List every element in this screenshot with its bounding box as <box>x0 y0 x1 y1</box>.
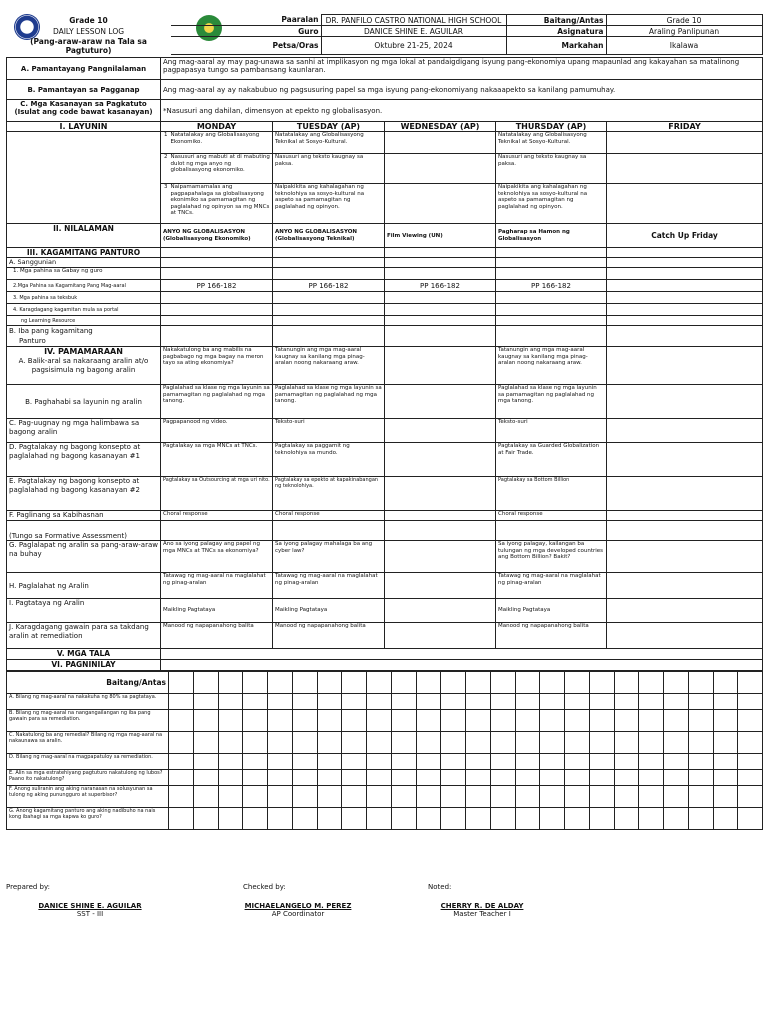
pagninilay-grid <box>6 671 763 830</box>
mon-pp: PP 166-182 <box>161 280 273 292</box>
prepared-by-label: Prepared by: <box>6 883 50 891</box>
pamantayang-pangnilalaman-text: Ang mag-aaral ay may pag-unawa sa sanhi at implikasyon ng mga lokal at pandaigdigang isyung pang-ekonomiya upang mapaunlad ang kakayahan sa matalinong pagpapasya tungo sa pambansang kaunlaran. <box>161 58 763 80</box>
kasanayan-text: *Nasusuri ang dahilan, dimensyon at epekto ng globalisasyon. <box>161 100 763 122</box>
mon-paglinang: Choral response <box>161 511 273 521</box>
thu-pagtalakay-2: Pagtalakay sa Bottom Billion <box>496 477 607 511</box>
pagninilay-d: D. Bilang ng mag-aaral na magpapatuloy sa remediation. <box>7 754 169 770</box>
daily-lesson-log <box>6 14 762 830</box>
noted-name: CHERRY R. DE ALDAY <box>440 902 524 910</box>
tue-layunin-1: Natatalakay ang Globalisasyong Teknikal at Sosyo-Kultural. <box>273 132 385 154</box>
thu-karagdagang-gawain: Manood ng napapanahong balita <box>496 623 607 649</box>
mon-paghahabi: Paglalahad sa klase ng mga layunin sa pamamagitan ng paglalahad ng mga tanong. <box>161 385 273 419</box>
noted-label: Noted: <box>428 883 452 891</box>
thu-layunin-2: Nasusuri ang teksto kaugnay sa paksa. <box>496 154 607 184</box>
balik-aral-label <box>7 347 161 385</box>
kagamitang-pang-mag-aaral-label: 2.Mga Pahina sa Kagamitang Pang Mag-aaral <box>7 280 161 292</box>
mon-paglalapat: Ano sa iyong palagay ang papel ng mga MNCs at TNCs sa ekonomiya? <box>161 541 273 573</box>
tue-pp: PP 166-182 <box>273 280 385 292</box>
thu-pagtalakay-1: Pagtalakay sa Guarded Globalization at Fair Trade. <box>496 443 607 477</box>
pamantayan-pagganap-label: B. Pamantayan sa Pagganap <box>7 80 161 100</box>
layunin-number: 2 <box>161 154 169 184</box>
kagamitan-label: III. KAGAMITANG PANTURO <box>7 248 161 258</box>
mon-pagtalakay-1: Pagtalakay sa mga MNCs at TNCs. <box>161 443 273 477</box>
tue-pag-uugnay: Teksto-suri <box>273 419 385 443</box>
prepared-role: SST - III <box>76 910 104 918</box>
tue-paglinang: Choral response <box>273 511 385 521</box>
prepared-signature <box>20 902 160 918</box>
mon-pagtalakay-2: Pagtalakay sa Outsourcing at mga uri nito. <box>161 477 273 511</box>
mon-pagtataya: Maikling Pagtataya <box>161 599 273 623</box>
iba-pang-kagamitan-text: B. Iba pang kagamitang <box>9 327 93 335</box>
tue-pagtalakay-1: Pagtalakay sa paggamit ng teknolohiya sa mundo. <box>273 443 385 477</box>
pagninilay-label: VI. PAGNINILAY <box>7 660 161 671</box>
thu-paglalahat: Tatawag ng mag-aaral na maglalahat ng pinag-aralan <box>496 573 607 599</box>
thursday-heading: THURSDAY (AP) <box>496 122 607 132</box>
noted-role: Master Teacher I <box>453 910 511 918</box>
thu-nilalaman: Pagharap sa Hamon ng Globalisasyon <box>496 224 607 248</box>
baitang-label: Baitang/Antas <box>506 15 606 26</box>
noted-signature <box>412 902 552 918</box>
grade-title: Grade 10 <box>69 15 108 25</box>
tue-layunin-3: Naipakikita ang kahalagahan ng teknolohiya sa sosyo-kultural na aspeto sa pamamagitan ng paglalahad ng opinyon. <box>273 184 385 224</box>
balik-aral-text: A. Balik-aral sa nakaraang aralin at/o pagsisimula ng bagong aralin <box>18 357 149 374</box>
mon-karagdagang-gawain: Manood ng napapanahong balita <box>161 623 273 649</box>
mga-tala-label: V. MGA TALA <box>7 649 161 660</box>
mon-layunin-1: Natatalakay ang Globalisasyong Ekonomiko. <box>169 132 273 154</box>
pagninilay-a: A. Bilang ng mag-aaral na nakakuha ng 80% sa pagtataya. <box>7 694 169 710</box>
guro-label: Guro <box>171 26 321 37</box>
thu-balik-aral: Tatanungin ang mga mag-aaral kaugnay sa kanilang mga pinag-aralan noong nakaraang araw. <box>496 347 607 385</box>
prepared-name: DANICE SHINE E. AGUILAR <box>38 902 142 910</box>
wed-nilalaman: Film Viewing (UN) <box>385 224 496 248</box>
learning-resource-label: ng Learning Resource <box>7 316 161 326</box>
log-subtitle: (Pang-araw-araw na Tala sa Pagtuturo) <box>30 36 147 55</box>
pagninilay-g: G. Anong kagamitang panturo ang aking nadibuho na nais kong ibahagi sa mga kapwa ko guro? <box>7 808 169 830</box>
asignatura-label: Asignatura <box>506 26 606 37</box>
pamantayang-pangnilalaman-label: A. Pamantayang Pangnilalaman <box>7 58 161 80</box>
paghahabi-label: B. Paghahabi sa layunin ng aralin <box>7 385 161 419</box>
petsa-label: Petsa/Oras <box>171 37 321 55</box>
pamantayan-pagganap-text: Ang mag-aaral ay ay nakabubuo ng pagsusuring papel sa mga isyung pang-ekonomiyang nakaaapekto sa kanilang pamumuhay. <box>161 80 763 100</box>
mon-paglalahat: Tatawag ng mag-aaral na maglalahat ng pinag-aralan <box>161 573 273 599</box>
formative-assessment-label: (Tungo sa Formative Assessment) <box>7 521 161 541</box>
asignatura-value: Araling Panlipunan <box>606 26 762 37</box>
iba-pang-kagamitan-label <box>7 326 161 347</box>
thu-pp: PP 166-182 <box>496 280 607 292</box>
pagninilay-f: F. Anong suliranin ang aking naranasan na solusyunan sa tulong ng aking punungguro at superbisor? <box>7 786 169 808</box>
mon-layunin-2: Nasusuri ang mabuti at di mabuting dulot ng mga anyo ng globalisasyong ekonomiko. <box>169 154 273 184</box>
tue-paglalahat: Tatawag ng mag-aaral na maglalahat ng pinag-aralan <box>273 573 385 599</box>
friday-heading: FRIDAY <box>607 122 763 132</box>
panturo-text: Panturo <box>19 337 46 345</box>
tue-paghahabi: Paglalahad sa klase ng mga layunin sa pamamagitan ng paglalahad ng mga tanong. <box>273 385 385 419</box>
thu-layunin-1: Natatalakay ang Globalisasyong Teknikal at Sosyo-Kultural. <box>496 132 607 154</box>
thu-layunin-3: Naipakikita ang kahalagahan ng teknolohiya sa sosyo-kultural na aspeto sa pamamagitan ng paglalahad ng opinyon. <box>496 184 607 224</box>
mon-nilalaman: ANYO NG GLOBALISASYON (Globalisasyong Ekonomiko) <box>161 224 273 248</box>
pamamaraan-heading: IV. PAMAMARAAN <box>44 347 123 356</box>
fri-nilalaman: Catch Up Friday <box>607 224 763 248</box>
baitang-antas-label: Baitang/Antas <box>7 672 169 694</box>
layunin-heading: I. LAYUNIN <box>7 122 161 132</box>
mon-pag-uugnay: Pagpapanood ng video. <box>161 419 273 443</box>
lesson-table <box>6 57 763 671</box>
tuesday-heading: TUESDAY (AP) <box>273 122 385 132</box>
paaralan-value: DR. PANFILO CASTRO NATIONAL HIGH SCHOOL <box>321 15 506 26</box>
paglalapat-label: G. Paglalapat ng aralin sa pang-araw-araw na buhay <box>7 541 161 573</box>
layunin-number: 1 <box>161 132 169 154</box>
mon-layunin-3: Naipamamamalas ang pagpapahalaga sa globalisasyong ekonimiko sa pamamagitan ng paglalahad ng opinyon sa mg MNCs at TNCs. <box>169 184 273 224</box>
header-table <box>6 14 763 55</box>
thu-pagtataya: Maikling Pagtataya <box>496 599 607 623</box>
tue-nilalaman: ANYO NG GLOBALISASYON (Globalisasyong Teknikal) <box>273 224 385 248</box>
thu-paghahabi: Paglalahad sa klase ng mga layunin sa pamamagitan ng paglalahad ng mga tanong. <box>496 385 607 419</box>
baitang-value: Grade 10 <box>606 15 762 26</box>
pag-uugnay-label: C. Pag-uugnay ng mga halimbawa sa bagong aralin <box>7 419 161 443</box>
thu-paglalapat: Sa iyong palagay, kailangan ba tulungan ng mga developed countries ang Bottom Billion? Bakit? <box>496 541 607 573</box>
gabay-guro-label: 1. Mga pahina sa Gabay ng guro <box>7 268 161 280</box>
tue-layunin-2: Nasusuri ang teksto kaugnay sa paksa. <box>273 154 385 184</box>
wed-pp: PP 166-182 <box>385 280 496 292</box>
nilalaman-label: II. NILALAMAN <box>7 224 161 248</box>
paglalahat-label: H. Paglalahat ng Aralin <box>7 573 161 599</box>
markahan-label: Markahan <box>506 37 606 55</box>
pagtalakay-2-label: E. Pagtalakay ng bagong konsepto at paglalahad ng bagong kasanayan #2 <box>7 477 161 511</box>
monday-heading: MONDAY <box>161 122 273 132</box>
pagninilay-c: C. Nakatulong ba ang remedial? Bilang ng mga mag-aaral na nakaunawa sa aralin. <box>7 732 169 754</box>
karagdagang-gawain-label: J. Karagdagang gawain para sa takdang aralin at remediation <box>7 623 161 649</box>
petsa-value: Oktubre 21-25, 2024 <box>321 37 506 55</box>
paglinang-label: F. Paglinang sa Kabihasnan <box>7 511 161 521</box>
kasanayan-label: C. Mga Kasanayan sa Pagkatuto (Isulat ang code bawat kasanayan) <box>7 100 161 122</box>
tue-balik-aral: Tatanungin ang mga mag-aaral kaugnay sa kanilang mga pinag-aralan noong nakaraang araw. <box>273 347 385 385</box>
pagtalakay-1-label: D. Pagtalakay ng bagong konsepto at paglalahad ng bagong kasanayan #1 <box>7 443 161 477</box>
checked-signature <box>228 902 368 918</box>
tue-pagtalakay-2: Pagtalakay sa epekto at kapakinabangan ng teknolohiya. <box>273 477 385 511</box>
mon-balik-aral: Nakakatulong ba ang mabilis na pagbabago ng mga bagay na meron tayo sa ating ekonomiya? <box>161 347 273 385</box>
sanggunian-label: A. Sanggunian <box>7 258 161 268</box>
pagninilay-e: E. Alin sa mga estratehiyang pagtuturo nakatulong ng lubos? Paano ito nakatulong? <box>7 770 169 786</box>
log-title: DAILY LESSON LOG <box>52 26 125 36</box>
tue-karagdagang-gawain: Manood ng napapanahong balita <box>273 623 385 649</box>
thu-pag-uugnay: Teksto-suri <box>496 419 607 443</box>
checked-role: AP Coordinator <box>271 910 325 918</box>
teksbuk-label: 3. Mga pahina sa teksbuk <box>7 292 161 304</box>
layunin-number: 3 <box>161 184 169 224</box>
portal-label: 4. Karagdagang kagamitan mula sa portal <box>7 304 161 316</box>
checked-name: MICHAELANGELO M. PEREZ <box>244 902 352 910</box>
checked-by-label: Checked by: <box>243 883 286 891</box>
paaralan-label: Paaralan <box>171 15 321 26</box>
guro-value: DANICE SHINE E. AGUILAR <box>321 26 506 37</box>
wednesday-heading: WEDNESDAY (AP) <box>385 122 496 132</box>
pagtataya-label: I. Pagtataya ng Aralin <box>7 599 161 623</box>
pagninilay-b: B. Bilang ng mag-aaral na nangangailangan ng iba pang gawain para sa remediation. <box>7 710 169 732</box>
markahan-value: Ikalawa <box>606 37 762 55</box>
thu-paglinang: Choral response <box>496 511 607 521</box>
tue-paglalapat: Sa iyong palagay mahalaga ba ang cyber law? <box>273 541 385 573</box>
tue-pagtataya: Maikling Pagtataya <box>273 599 385 623</box>
